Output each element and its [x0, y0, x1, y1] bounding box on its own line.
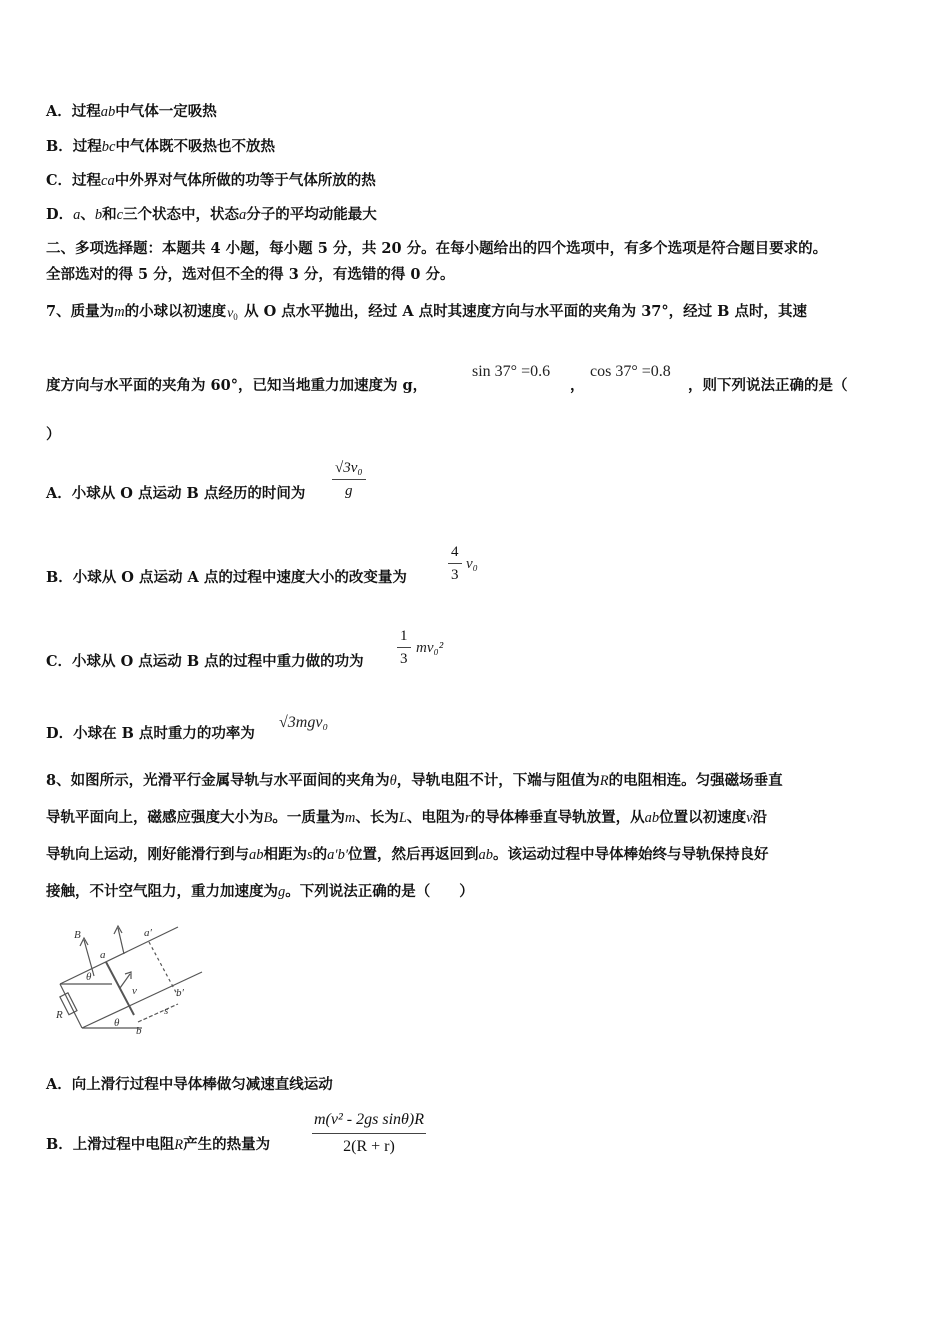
label-a: a [100, 949, 106, 961]
label-B: B [74, 929, 81, 941]
q7-option-a: A．小球从 O 点运动 B 点经历的时间为 [46, 485, 306, 502]
q7-stem-line-3: ） [46, 426, 61, 443]
label-s: s [164, 1005, 169, 1017]
section-2-line-2: 全部选对的得 5 分，选对但不全的得 3 分，有选错的得 0 分。 [46, 266, 455, 283]
section-2-line-1: 二、多项选择题：本题共 4 小题，每小题 5 分，共 20 分。在每小题给出的四个选项中，有多个选项是符合题目要求的。 [46, 240, 828, 257]
q8-stem-line-2: 导轨平面向上，磁感应强度大小为B。一质量为m、长为L、电阻为r的导体棒垂直导轨放置，从ab位置以初速度v沿 [46, 809, 768, 826]
cos37-formula: cos 37° =0.8 [590, 363, 671, 380]
sin37-formula: sin 37° =0.6 [472, 363, 551, 380]
q6-option-c: C．过程ca中外界对气体所做的功等于气体所放的热 [46, 172, 376, 189]
q7-stem-line-1: 7、质量为m的小球以初速度 $v_0$ 从 O 点水平抛出，经过 A 点时其速度方向与水平面的夹角为 37°，经过 B 点时，其速 [46, 302, 807, 322]
label-v: v [132, 985, 137, 997]
q6-option-a: A．过程ab中气体一定吸热 [46, 103, 217, 120]
q8-stem-line-3: 导轨向上运动，刚好能滑行到与ab相距为s的a′b′位置，然后再返回到ab。该运动过程中导体棒始终与导轨保持良好 [46, 846, 769, 863]
q8-option-b: B．上滑过程中电阻R产生的热量为 [46, 1136, 271, 1153]
q8-option-a: A．向上滑行过程中导体棒做匀减速直线运动 [46, 1076, 333, 1093]
q6-option-b: B．过程bc中气体既不吸热也不放热 [46, 138, 275, 155]
q7-option-c-mv0: mv₀² [416, 640, 444, 656]
label-theta-top: θ [86, 971, 92, 983]
q6-option-d: D．a、b和c三个状态中，状态a分子的平均动能最大 [46, 206, 377, 223]
q8-option-b-fraction: $\frac{\text{m(v² - 2gs sinθ)R}}{2(R + r)}$ [314, 1111, 424, 1155]
formula-comma: ， [570, 377, 585, 394]
label-b-prime: b′ [176, 987, 184, 999]
q7-option-d-expr: √3mgv₀ [279, 714, 328, 731]
q7-option-b-fraction: $\frac{4}{3}$ [448, 542, 462, 585]
label-a-prime: a′ [144, 927, 152, 939]
label-R: R [56, 1009, 63, 1021]
q7-option-b-v0: v₀ [466, 556, 478, 572]
q7-option-a-fraction: $\frac{\text{√3v₀}}{g}$ [332, 458, 366, 501]
q8-stem-line-4: 接触，不计空气阻力，重力加速度为g。下列说法正确的是（ ） [46, 883, 474, 900]
v0-symbol: $v_0$ [227, 306, 238, 322]
q7-option-c: C．小球从 O 点运动 B 点的过程中重力做的功为 [46, 653, 364, 670]
label-b: b [136, 1025, 142, 1036]
inclined-rails-diagram [52, 918, 212, 1036]
q7-option-b: B．小球从 O 点运动 A 点的过程中速度大小的改变量为 [46, 569, 407, 586]
q8-stem-line-1: 8、如图所示，光滑平行金属导轨与水平面间的夹角为θ，导轨电阻不计，下端与阻值为R的电阻相连。匀强磁场垂直 [46, 772, 783, 789]
label-theta-bottom: θ [114, 1017, 120, 1029]
q7-stem-line-2-tail: ，则下列说法正确的是（ [688, 377, 848, 394]
q7-option-d: D．小球在 B 点时重力的功率为 [46, 725, 255, 742]
q7-option-c-fraction: $\frac{1}{3}$ [397, 626, 411, 669]
q7-stem-line-2: 度方向与水平面的夹角为 60°，已知当地重力加速度为 g， [46, 377, 428, 394]
